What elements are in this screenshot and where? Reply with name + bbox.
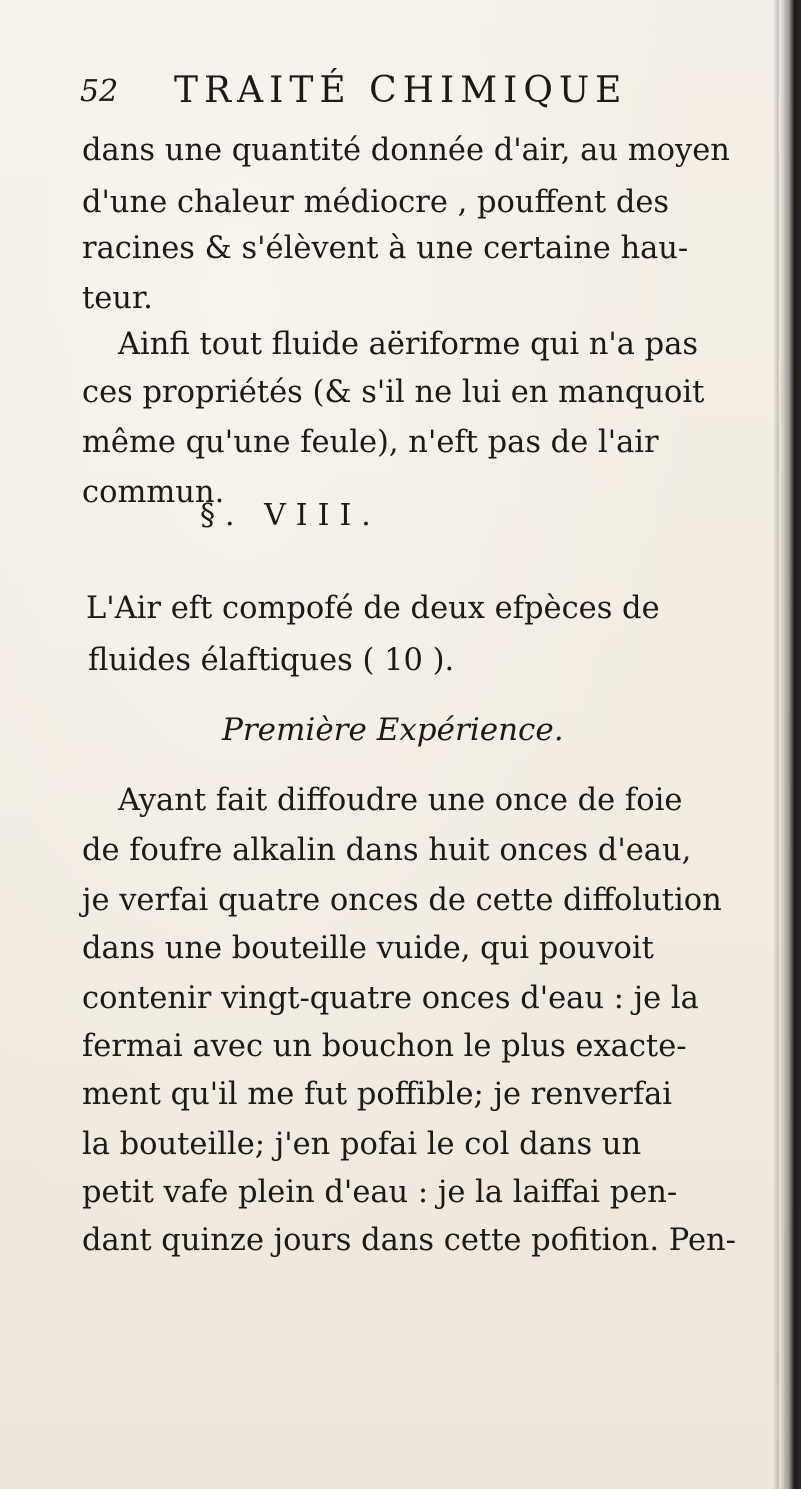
text-line: Ayant fait diffoudre une once de foie bbox=[118, 783, 683, 818]
text-line: d'une chaleur médiocre , pouffent des bbox=[82, 185, 670, 220]
section-heading: §. VIII. bbox=[200, 498, 381, 533]
text-line: la bouteille; j'en pofai le col dans un bbox=[82, 1127, 642, 1162]
text-line: Ainfi tout fluide aëriforme qui n'a pas bbox=[118, 327, 699, 362]
text-line: fluides élaftiques ( 10 ). bbox=[88, 643, 455, 678]
text-line: contenir vingt-quatre onces d'eau : je la bbox=[82, 981, 699, 1016]
text-line: dans une bouteille vuide, qui pouvoit bbox=[82, 931, 654, 966]
page-header bbox=[80, 70, 670, 120]
text-line: dant quinze jours dans cette pofition. Pen- bbox=[82, 1223, 736, 1258]
text-line: je verfai quatre onces de cette diffolution bbox=[82, 883, 722, 918]
text-line: de foufre alkalin dans huit onces d'eau, bbox=[82, 833, 692, 868]
text-line: dans une quantité donnée d'air, au moyen bbox=[82, 133, 730, 168]
experiment-subheading: Première Expérience. bbox=[222, 712, 564, 748]
text-line: ment qu'il me fut poffible; je renverfai bbox=[82, 1077, 673, 1112]
page-number: 52 bbox=[80, 74, 119, 109]
text-line: même qu'une feule), n'eft pas de l'air bbox=[82, 425, 659, 460]
text-line: teur. bbox=[82, 281, 153, 316]
text-line: fermai avec un bouchon le plus exacte- bbox=[82, 1029, 687, 1064]
text-line: ces propriétés (& s'il ne lui en manquoit bbox=[82, 375, 705, 410]
text-line: commun. bbox=[82, 475, 225, 510]
running-head: TRAITÉ CHIMIQUE bbox=[174, 70, 628, 111]
text-line: racines & s'élèvent à une certaine hau- bbox=[82, 231, 689, 266]
book-binding-edge bbox=[779, 0, 801, 1489]
text-line: L'Air eft compofé de deux efpèces de bbox=[86, 591, 660, 626]
text-line: petit vafe plein d'eau : je la laiffai pen- bbox=[82, 1175, 678, 1210]
